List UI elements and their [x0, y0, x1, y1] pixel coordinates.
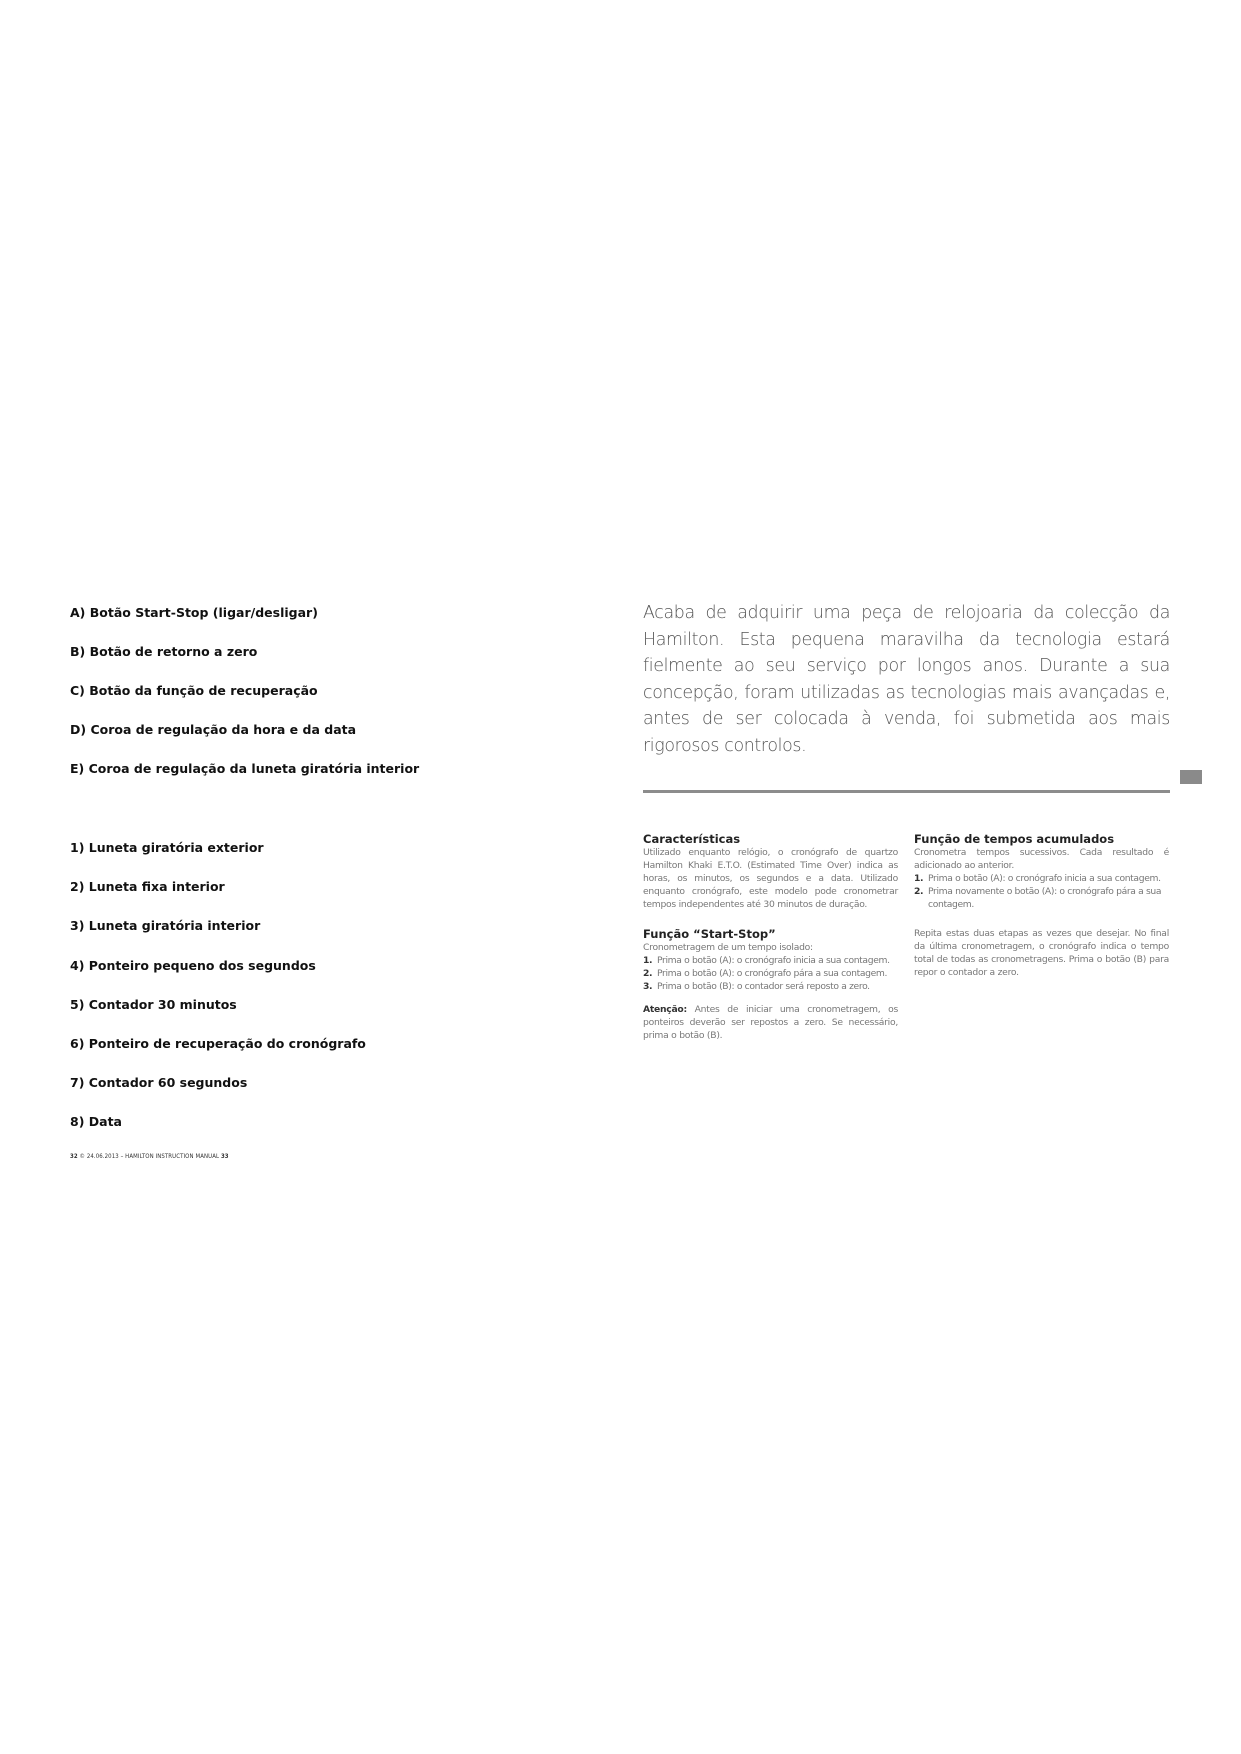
label-part-1: 1) Luneta giratória exterior [70, 840, 264, 855]
intro-paragraph: Acaba de adquirir uma peça de relojoaria da colecção da Hamilton. Esta pequena maravilha da tecnologia estará fielmente ao seu serviço por longos anos. Durante a sua concepção, foram utilizadas as tecnologias mais avançadas e, antes de ser colocada à venda, foi submetida aos mais rigorosos controlos. [643, 603, 1170, 756]
label-part-3: 3) Luneta giratória interior [70, 918, 261, 933]
label-part-5: 5) Contador 30 minutos [70, 997, 237, 1012]
page-number-right: 33 [220, 1153, 229, 1160]
label-part-7: 7) Contador 60 segundos [70, 1075, 248, 1090]
text-tempos-outro: Repita estas duas etapas as vezes que desejar. No final da última cronometragem, o cronógrafo indica o tempo total de todas as cronometragens. Prima o botão (B) para repor o contador a zero. [914, 928, 1169, 978]
heading-start-stop: Função “Start-Stop” [643, 927, 776, 941]
label-crown-d: D) Coroa de regulação da hora e da data [70, 722, 357, 737]
list-item: 3. Prima o botão (B): o contador será reposto a zero. [643, 981, 870, 992]
list-item: 2. Prima o botão (A): o cronógrafo pára a sua contagem. [643, 968, 888, 979]
section-divider [643, 790, 1170, 793]
list-item: 1. Prima o botão (A): o cronógrafo inicia a sua contagem. [643, 955, 890, 966]
attention-note [643, 1003, 898, 1042]
label-button-c: C) Botão da função de recuperação [70, 683, 318, 698]
text-start-stop-intro: Cronometragem de um tempo isolado: [643, 942, 813, 953]
column-right [914, 832, 1169, 979]
tempos-steps [914, 872, 1169, 911]
heading-caracteristicas: Características [643, 832, 741, 846]
label-part-2: 2) Luneta fixa interior [70, 879, 225, 894]
label-part-4: 4) Ponteiro pequeno dos segundos [70, 958, 316, 973]
attention-label: Atenção: [643, 1004, 687, 1015]
heading-tempos-acumulados: Função de tempos acumulados [914, 832, 1115, 846]
label-button-a: A) Botão Start-Stop (ligar/desligar) [70, 605, 318, 620]
footer-text: © 24.06.2013 – HAMILTON INSTRUCTION MANUAL [79, 1153, 220, 1160]
page-tab-marker [1180, 770, 1202, 784]
label-crown-e: E) Coroa de regulação da luneta giratória interior [70, 761, 420, 776]
text-caracteristicas: Utilizado enquanto relógio, o cronógrafo de quartzo Hamilton Khaki E.T.O. (Estimated Time Over) indica as horas, os minutos, os segundos e a data. Utilizado enquanto cronógrafo, este modelo pode cronometrar tempos independentes até 30 minutos de duração. [643, 847, 898, 910]
text-tempos-intro: Cronometra tempos sucessivos. Cada resultado é adicionado ao anterior. [914, 847, 1169, 871]
label-part-8: 8) Data [70, 1114, 122, 1129]
list-item: 2. Prima novamente o botão (A): o cronógrafo pára a sua contagem. [914, 886, 1162, 910]
start-stop-steps [643, 954, 898, 993]
attention-text: Antes de iniciar uma cronometragem, os ponteiros deverão ser repostos a zero. Se necessário, prima o botão (B). [643, 1004, 898, 1041]
label-part-6: 6) Ponteiro de recuperação do cronógrafo [70, 1036, 366, 1051]
column-left [643, 832, 898, 1042]
page-footer [70, 1153, 229, 1160]
list-item: 1. Prima o botão (A): o cronógrafo inicia a sua contagem. [914, 873, 1161, 884]
label-button-b: B) Botão de retorno a zero [70, 644, 258, 659]
page-number-left: 32 [70, 1153, 78, 1160]
